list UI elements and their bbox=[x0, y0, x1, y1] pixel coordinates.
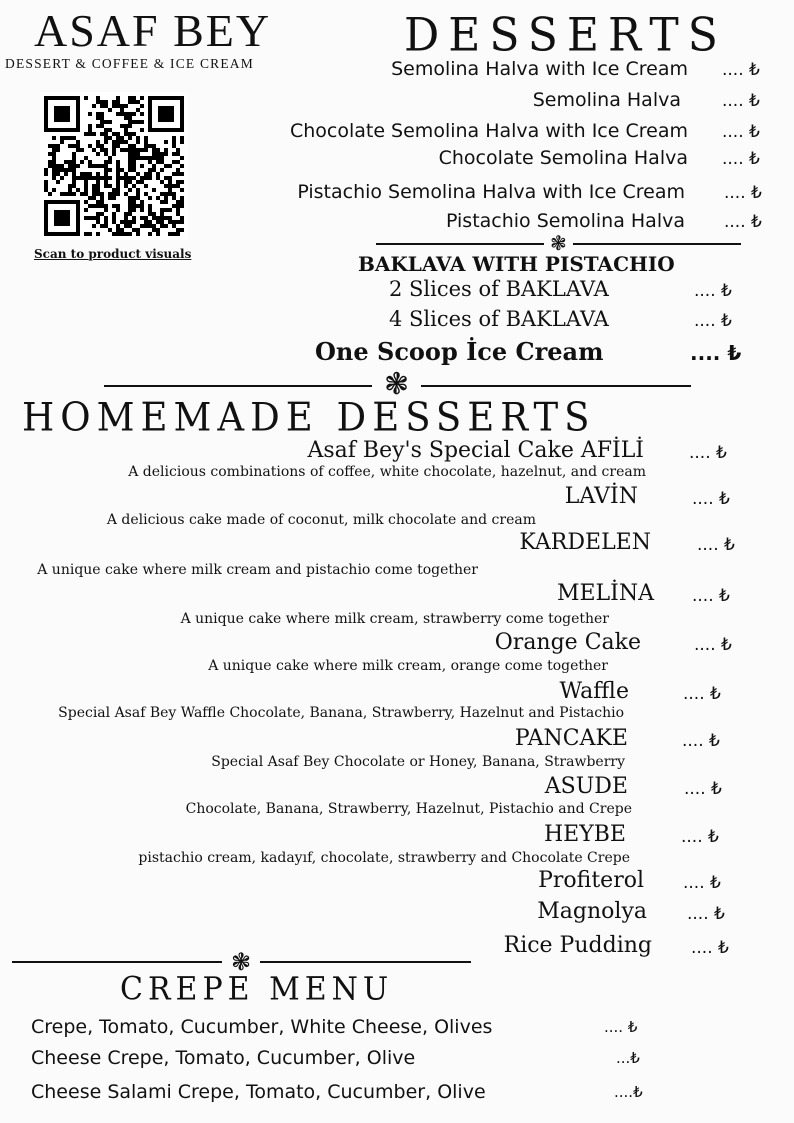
item-description: Chocolate, Banana, Strawberry, Hazelnut, Pistachio and Crepe bbox=[185, 801, 632, 817]
price: .... ₺ bbox=[697, 535, 735, 555]
price: .... ₺ bbox=[604, 1018, 638, 1036]
menu-item: 4 Slices of BAKLAVA bbox=[389, 307, 609, 331]
homemade-title: HOMEMADE DESSERTS bbox=[22, 394, 596, 441]
price: .... ₺ bbox=[724, 212, 762, 232]
menu-item: Semolina Halva bbox=[532, 89, 681, 111]
price: .... ₺ bbox=[692, 489, 730, 509]
price: .... ₺ bbox=[694, 635, 732, 655]
menu-item: Semolina Halva with Ice Cream bbox=[391, 58, 688, 80]
brand-tagline: DESSERT & COFFEE & ICE CREAM bbox=[5, 56, 254, 71]
flower-ornament-icon: ❃ bbox=[231, 948, 252, 976]
menu-item: Profiterol bbox=[538, 868, 644, 893]
price: ...₺ bbox=[616, 1049, 640, 1067]
item-description: pistachio cream, kadayıf, chocolate, strawberry and Chocolate Crepe bbox=[138, 850, 630, 866]
divider-line bbox=[376, 243, 544, 245]
price: .... ₺ bbox=[683, 873, 721, 893]
price: .... ₺ bbox=[694, 311, 732, 331]
qr-caption[interactable]: Scan to product visuals bbox=[34, 247, 192, 261]
menu-item: Pistachio Semolina Halva with Ice Cream bbox=[297, 181, 685, 203]
divider-line bbox=[421, 385, 691, 387]
item-description: Special Asaf Bey Waffle Chocolate, Banana, Strawberry, Hazelnut and Pistachio bbox=[58, 705, 624, 721]
menu-item: Chocolate Semolina Halva bbox=[438, 147, 688, 169]
menu-item: Pistachio Semolina Halva bbox=[445, 210, 685, 232]
price: .... ₺ bbox=[690, 341, 742, 365]
price: .... ₺ bbox=[722, 60, 760, 80]
divider-line bbox=[260, 961, 471, 963]
price: ....₺ bbox=[614, 1083, 643, 1101]
flower-ornament-icon: ❃ bbox=[384, 367, 410, 402]
item-description: A unique cake where milk cream, strawberry come together bbox=[180, 611, 609, 627]
desserts-title: DESSERTS bbox=[404, 8, 727, 63]
menu-item: Magnolya bbox=[537, 899, 647, 924]
price: .... ₺ bbox=[692, 586, 730, 606]
menu-item: PANCAKE bbox=[514, 726, 628, 751]
divider-line bbox=[573, 243, 741, 245]
item-description: A unique cake where milk cream and pistachio come together bbox=[37, 562, 478, 578]
menu-item: Cheese Crepe, Tomato, Cucumber, Olive bbox=[31, 1047, 416, 1069]
price: .... ₺ bbox=[691, 938, 729, 958]
item-description: A delicious cake made of coconut, milk chocolate and cream bbox=[106, 512, 536, 528]
menu-item: Orange Cake bbox=[494, 630, 641, 655]
price: .... ₺ bbox=[684, 779, 722, 799]
ice-cream-item: One Scoop İce Cream bbox=[315, 337, 604, 366]
price: .... ₺ bbox=[722, 122, 760, 142]
brand-name: ASAF BEY bbox=[34, 5, 272, 56]
divider-line bbox=[104, 385, 372, 387]
item-description: A delicious combinations of coffee, white chocolate, hazelnut, and cream bbox=[128, 464, 646, 480]
menu-item: Rice Pudding bbox=[503, 933, 652, 958]
menu-item: MELİNA bbox=[556, 581, 654, 606]
menu-item: KARDELEN bbox=[519, 530, 651, 555]
baklava-title: BAKLAVA WITH PISTACHIO bbox=[358, 252, 675, 276]
crepe-title: CREPE MENU bbox=[120, 971, 394, 1008]
menu-item: Asaf Bey's Special Cake AFİLİ bbox=[307, 438, 644, 463]
flower-ornament-icon: ❃ bbox=[550, 231, 567, 255]
price: .... ₺ bbox=[694, 281, 732, 301]
menu-item: Cheese Salami Crepe, Tomato, Cucumber, Olive bbox=[31, 1081, 486, 1103]
price: .... ₺ bbox=[687, 904, 725, 924]
menu-item: HEYBE bbox=[544, 822, 626, 847]
price: .... ₺ bbox=[722, 149, 760, 169]
menu-item: 2 Slices of BAKLAVA bbox=[389, 277, 609, 301]
menu-item: Waffle bbox=[559, 679, 629, 704]
menu-item: Crepe, Tomato, Cucumber, White Cheese, Olives bbox=[31, 1016, 493, 1038]
item-description: Special Asaf Bey Chocolate or Honey, Banana, Strawberry bbox=[211, 754, 625, 770]
price: .... ₺ bbox=[682, 731, 720, 751]
price: .... ₺ bbox=[683, 684, 721, 704]
item-description: A unique cake where milk cream, orange come together bbox=[208, 658, 608, 674]
menu-item: LAVİN bbox=[564, 484, 638, 509]
menu-item: ASUDE bbox=[544, 774, 628, 799]
price: .... ₺ bbox=[681, 827, 719, 847]
menu-item: Chocolate Semolina Halva with Ice Cream bbox=[289, 120, 688, 142]
divider-line bbox=[12, 961, 222, 963]
price: .... ₺ bbox=[689, 443, 727, 463]
price: .... ₺ bbox=[722, 91, 760, 111]
price: .... ₺ bbox=[724, 183, 762, 203]
qr-code-icon[interactable] bbox=[40, 92, 188, 240]
